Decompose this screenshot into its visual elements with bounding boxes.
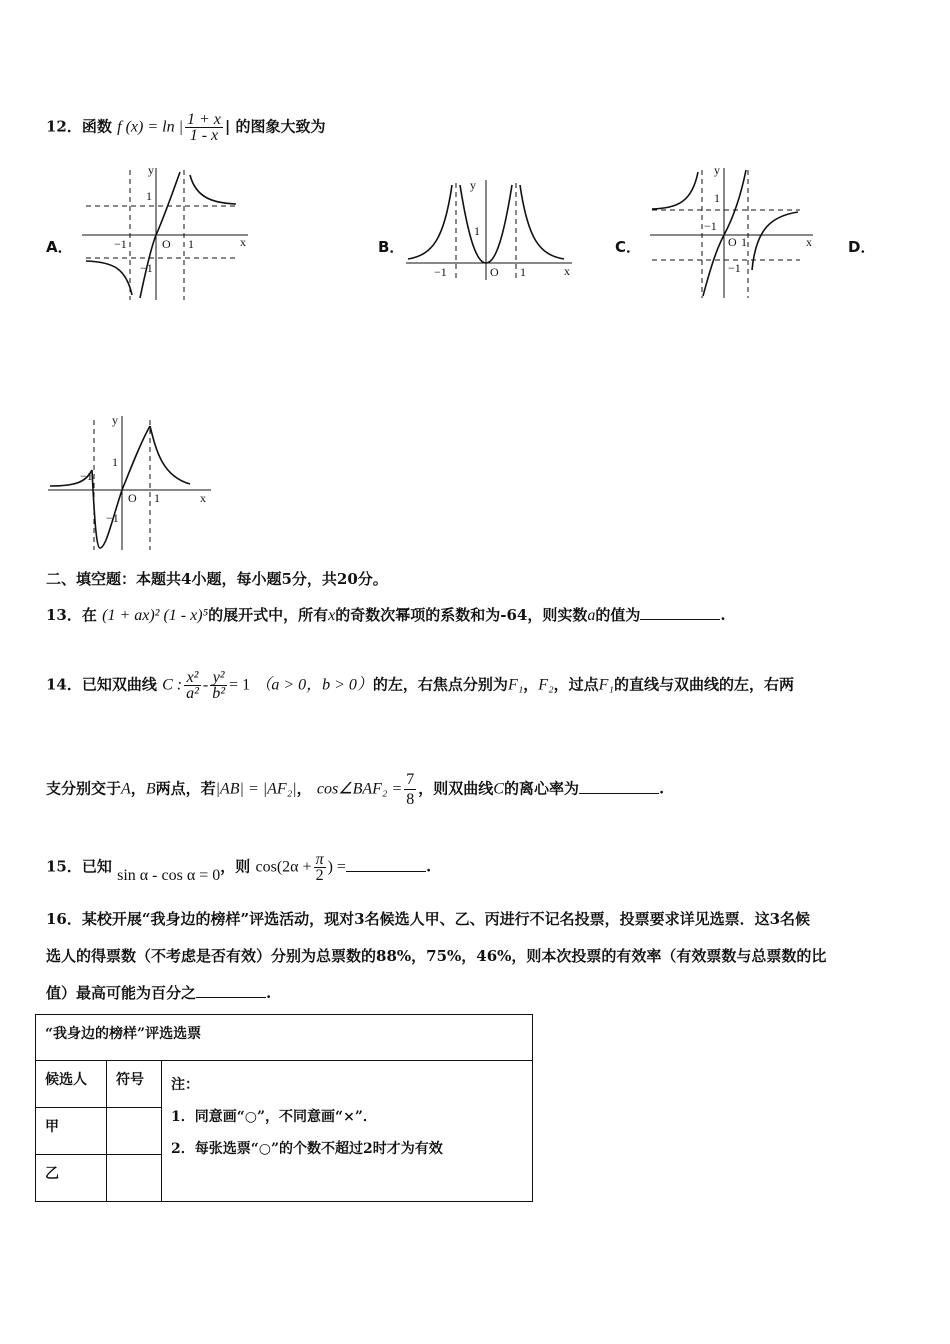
graph-d-curve-right bbox=[150, 426, 190, 484]
graph-a-y-label: y bbox=[148, 163, 154, 177]
q13-pre: 在 bbox=[81, 606, 97, 624]
graph-d-tick-x1: 1 bbox=[154, 491, 160, 505]
q15-two: 2 bbox=[315, 867, 324, 884]
q14-eq1: = 1 bbox=[229, 676, 251, 694]
q13-post2: 的奇数次幂项的系数和为-64，则实数 bbox=[335, 606, 588, 624]
q16-answer-blank[interactable] bbox=[196, 983, 266, 998]
q15-pi: π bbox=[315, 851, 324, 868]
section2-heading: 二、填空题：本题共4小题，每小题5分，共20分。 bbox=[46, 570, 388, 588]
graph-a-tick-y1: 1 bbox=[146, 189, 152, 203]
q14-end2: 的离心率为 bbox=[503, 779, 579, 798]
graph-a-origin: O bbox=[162, 237, 171, 251]
q12-func: f (x) = ln | bbox=[117, 118, 183, 136]
q15-expr-end: ) = bbox=[327, 858, 346, 876]
q13-post3: 的值为 bbox=[595, 606, 641, 624]
q14-pre: 已知双曲线 bbox=[81, 675, 157, 694]
graph-b-curve-left bbox=[408, 185, 452, 259]
graph-d-y-label: y bbox=[112, 413, 118, 427]
graph-b-y-label: y bbox=[470, 178, 476, 192]
graph-d bbox=[46, 410, 221, 555]
graph-b-tick-y1: 1 bbox=[474, 224, 480, 238]
q14-seven: 7 bbox=[406, 771, 415, 788]
graph-d-tick-y1: 1 bbox=[112, 455, 118, 469]
q14-mid4: ，则双曲线 bbox=[418, 779, 494, 798]
ballot-symbol-yi[interactable] bbox=[107, 1155, 162, 1202]
q14-y2: y² bbox=[210, 670, 227, 686]
q12-frac-den: 1 - x bbox=[189, 127, 219, 144]
q16-line3-text: 值）最高可能为百分之 bbox=[46, 984, 197, 1002]
q14-mid3: 两点，若 bbox=[155, 779, 216, 798]
q13-line bbox=[46, 604, 726, 625]
q15-expr: cos(2α + bbox=[255, 858, 312, 876]
graph-b-curve-right bbox=[520, 185, 564, 259]
q15-pre: 已知 bbox=[81, 857, 112, 876]
ballot-candidate-yi: 乙 bbox=[36, 1155, 107, 1202]
option-a-label[interactable]: A． bbox=[46, 238, 73, 256]
ballot-table bbox=[35, 1014, 533, 1202]
graph-a-tick-xm1: −1 bbox=[114, 237, 127, 251]
q16-line2: 选人的得票数（不考虑是否有效）分别为总票数的88%，75%，46%，则本次投票的有效率（有效票数与总票数的比 bbox=[46, 947, 827, 965]
graph-a bbox=[78, 160, 258, 305]
q14-line2 bbox=[46, 770, 664, 809]
q13-var-x: x bbox=[328, 607, 336, 624]
q15-end: . bbox=[425, 857, 432, 876]
graph-b bbox=[404, 175, 579, 285]
graph-c-tick-ym1: −1 bbox=[728, 261, 741, 275]
graph-c-y-label: y bbox=[714, 163, 720, 177]
q14-number: 14． bbox=[46, 675, 82, 694]
ballot-col-candidate: 候选人 bbox=[36, 1061, 107, 1108]
graph-d-tick-ym1: −1 bbox=[106, 511, 119, 525]
ballot-note-2: 2．每张选票“○”的个数不超过2时才为有效 bbox=[171, 1141, 443, 1157]
graph-c-curve-left bbox=[652, 172, 698, 209]
graph-c-tick-x1: 1 bbox=[741, 235, 747, 249]
ballot-note-label: 注： bbox=[171, 1077, 199, 1093]
option-d-label[interactable]: D． bbox=[848, 238, 876, 256]
ballot-notes bbox=[162, 1061, 533, 1202]
q14-line2-pre: 支分别交于 bbox=[46, 779, 122, 798]
q12-line bbox=[46, 112, 326, 143]
q14-comma2: ， bbox=[130, 779, 146, 798]
q14-comma: ， bbox=[523, 675, 539, 694]
graph-b-tick-xm1: −1 bbox=[434, 265, 447, 279]
graph-a-curve-left bbox=[86, 261, 132, 295]
ballot-title: “我身边的榜样”评选选票 bbox=[36, 1015, 533, 1061]
graph-a-tick-x1: 1 bbox=[188, 237, 194, 251]
q14-mid: 的左，右焦点分别为 bbox=[372, 675, 508, 694]
q14-minus: - bbox=[202, 676, 209, 694]
q16-line1: 16．某校开展“我身边的榜样”评选活动，现对3名候选人甲、乙、丙进行不记名投票，投票要求详见选票．这3名候 bbox=[46, 910, 811, 928]
q14-comma3: ， bbox=[296, 779, 312, 798]
graph-d-origin: O bbox=[128, 491, 137, 505]
q14-abs: |AB| = |AF₂| bbox=[215, 780, 297, 798]
ballot-candidate-jia: 甲 bbox=[36, 1108, 107, 1155]
q14-eight: 8 bbox=[406, 791, 415, 808]
ballot-symbol-jia[interactable] bbox=[107, 1108, 162, 1155]
q13-expr: (1 + ax)² (1 - x)⁵ bbox=[102, 607, 209, 624]
q13-end: . bbox=[720, 606, 726, 624]
option-c-label[interactable]: C． bbox=[615, 238, 642, 256]
graph-a-curve-right bbox=[190, 175, 236, 204]
graph-c-x-label: x bbox=[806, 235, 812, 249]
graph-d-curve-mid bbox=[92, 426, 150, 548]
graph-c bbox=[648, 160, 823, 300]
graph-d-tick-xm1: −1 bbox=[80, 469, 93, 483]
q13-var-a: a bbox=[587, 607, 596, 624]
q16-line3 bbox=[46, 982, 271, 1003]
q14-curve-c: C bbox=[493, 780, 504, 798]
q14-f2: F₂ bbox=[538, 676, 554, 694]
graph-d-x-label: x bbox=[200, 491, 206, 505]
q16-end: . bbox=[266, 984, 272, 1002]
q14-cond: （a > 0，b > 0） bbox=[255, 676, 373, 694]
graph-a-tick-ym1: −1 bbox=[140, 261, 153, 275]
q14-frac-x bbox=[184, 670, 201, 701]
q13-post: 的展开式中，所有 bbox=[208, 606, 329, 624]
q13-answer-blank[interactable] bbox=[640, 605, 720, 620]
q12-frac-num: 1 + x bbox=[186, 111, 221, 128]
q15-number: 15． bbox=[46, 857, 82, 876]
q14-a2: a² bbox=[186, 685, 199, 702]
ballot-note-1: 1．同意画“○”，不同意画“×”． bbox=[171, 1109, 377, 1125]
graph-c-tick-y1: 1 bbox=[714, 191, 720, 205]
q15-cond: sin α - cos α = 0 bbox=[117, 866, 221, 884]
q14-line1 bbox=[46, 670, 794, 701]
q12-lead: 函数 bbox=[81, 117, 112, 136]
q14-point-b: B bbox=[145, 780, 156, 798]
q14-f1b: F₁ bbox=[598, 676, 614, 694]
graph-b-x-label: x bbox=[564, 264, 570, 278]
graph-c-tick-xm1: −1 bbox=[704, 219, 717, 233]
q14-curve: C : bbox=[162, 676, 183, 694]
q14-b2: b² bbox=[212, 685, 226, 702]
graph-c-curve-right bbox=[752, 212, 798, 270]
q12-fraction bbox=[185, 112, 223, 143]
q14-f1: F₁ bbox=[507, 676, 524, 694]
option-b-label[interactable]: B． bbox=[378, 238, 405, 256]
q14-answer-blank[interactable] bbox=[579, 779, 659, 794]
q14-cos: cos∠BAF₂ = bbox=[316, 780, 403, 798]
q14-end: . bbox=[658, 779, 665, 798]
q13-number: 13． bbox=[46, 606, 82, 624]
graph-b-tick-x1: 1 bbox=[520, 265, 526, 279]
q14-x2: x² bbox=[184, 670, 201, 686]
q12-tail: | 的图象大致为 bbox=[224, 117, 326, 136]
q14-point-a: A bbox=[121, 780, 131, 798]
q14-frac-y bbox=[210, 670, 227, 701]
graph-b-origin: O bbox=[490, 265, 499, 279]
q14-end1: 的直线与双曲线的左，右两 bbox=[614, 675, 795, 694]
q15-frac-pi2 bbox=[314, 852, 326, 883]
q15-line bbox=[46, 852, 431, 883]
graph-a-x-label: x bbox=[240, 235, 246, 249]
q14-mid2: ，过点 bbox=[553, 675, 599, 694]
graph-c-origin: O bbox=[728, 235, 737, 249]
ballot-col-symbol: 符号 bbox=[107, 1061, 162, 1108]
q12-number: 12． bbox=[46, 117, 82, 136]
q14-frac-78 bbox=[404, 770, 416, 809]
q15-answer-blank[interactable] bbox=[346, 857, 426, 872]
q15-mid: ，则 bbox=[220, 857, 251, 876]
